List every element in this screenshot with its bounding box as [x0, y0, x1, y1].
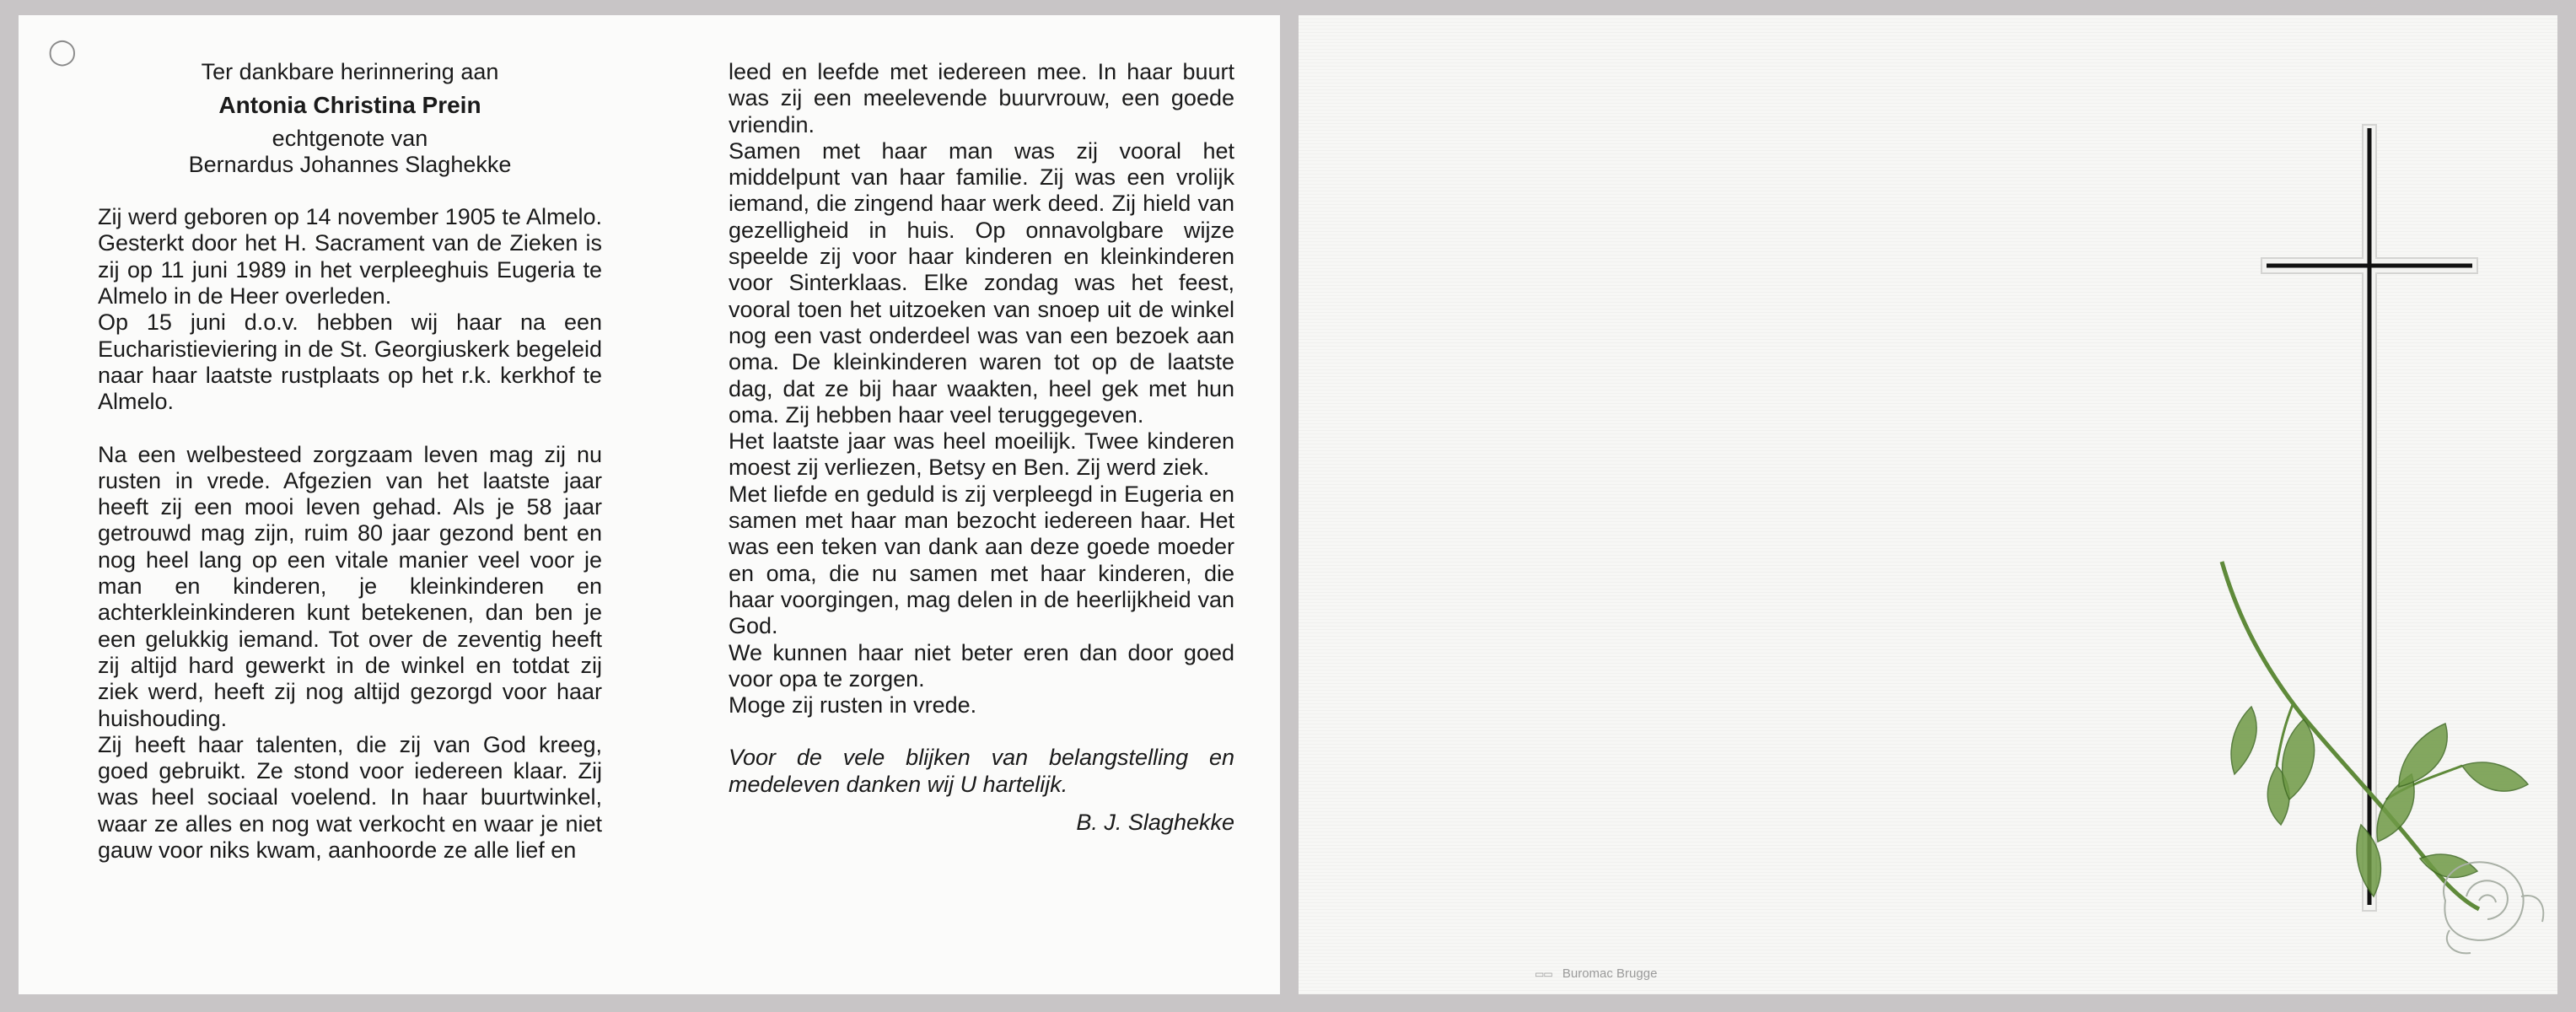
margin-mark: ◯ [48, 37, 77, 67]
paragraph-rest: Moge zij rusten in vrede. [729, 692, 977, 719]
memorial-card-right-page [1299, 15, 2557, 994]
paragraph-funeral: Op 15 juni d.o.v. hebben wij haar na een Eucharistieviering in de St. Georgiuskerk begeleid naar haar laatste rustplaats op het r.k. kerkhof te Almelo. [98, 310, 602, 415]
paragraph-birth-death: Zij werd geboren op 14 november 1905 te Almelo. Gesterkt door het H. Sacrament van de Zieken is zij op 11 juni 1989 in het verpleeghuis Eugeria te Almelo in de Heer overleden. [98, 204, 602, 310]
intro-line: Ter dankbare herinnering aan [201, 59, 499, 84]
paragraph-family: Samen met haar man was zij vooral het middelpunt van haar familie. Zij was een vrolijk iemand, die zingend haar werk deed. Zij hield van gezelligheid in huis. Op onnavolgbare wijze speelde zij voor haar kinderen en kleinkinderen voor Sinterklaas. Elke zondag was het feest, vooral toen het uitzoeken van snoep uit de winkel nog een vast onderdeel was van een bezoek aan oma. De kleinkinderen waren tot op de laatste dag, dat ze bij haar waakten, heel gek met hun oma. Zij hebben haar veel teruggegeven. [729, 137, 1234, 428]
paragraph-last-year: Het laatste jaar was heel moeilijk. Twee kinderen moest zij verliezen, Betsy en Ben. Zij werd ziek. [729, 428, 1234, 481]
printer-logo-icon: ▭▭ [1535, 968, 1552, 980]
spouse-line-1: echtgenote van [272, 125, 428, 151]
paragraph-life: Na een welbesteed zorgzaam leven mag zij nu rusten in vrede. Afgezien van het laatste jaar heeft zij een mooi leven gehad. Als je 58 jaar getrouwd mag zijn, ruim 80 jaar gezond bent en nog heel lang op een vitale manier veel voor je man en kinderen, je kleinkinderen en achterkleinkinderen kunt betekenen, dan ben je een gelukkig iemand. Tot over de zeventig heeft zij altijd hard gewerkt in de winkel en totdat zij ziek werd, heeft zij nog altijd gezorgd voor haar huishouding. [98, 441, 602, 731]
memorial-card-left-page [19, 15, 1280, 994]
thanks-note: Voor de vele blijken van belangstelling en medeleven danken wij U hartelijk. [729, 745, 1234, 797]
paragraph-honour: We kunnen haar niet beter eren dan door goed voor opa te zorgen. [729, 639, 1234, 692]
deceased-name: Antonia Christina Prein [218, 92, 481, 119]
spouse-line-2: Bernardus Johannes Slaghekke [188, 151, 512, 177]
paragraph-neighbourhood: leed en leefde met iedereen mee. In haar buurt was zij een meelevende buurvrouw, een goede vriendin. [729, 59, 1234, 137]
signature: B. J. Slaghekke [1076, 810, 1234, 836]
paragraph-talents: Zij heeft haar talenten, die zij van God kreeg, goed gebruikt. Ze stond voor iedereen klaar. Zij was heel sociaal voelend. In haar buurtwinkel, waar ze alles en nog wat verkocht en waar je niet gauw voor niks kwam, aanhoorde ze alle lief en [98, 731, 602, 864]
printer-credit [1535, 966, 1657, 981]
text-column-left [98, 59, 602, 864]
cross-with-rose-icon [2108, 100, 2546, 960]
printer-name: Buromac Brugge [1562, 966, 1658, 981]
text-column-right [729, 59, 1234, 836]
paragraph-care: Met liefde en geduld is zij verpleegd in Eugeria en samen met haar man bezocht iedereen haar. Het was een teken van dank aan deze goede moeder en oma, die nu samen met haar kinderen, die haar voorgingen, mag delen in de heerlijkheid van God. [729, 481, 1234, 639]
